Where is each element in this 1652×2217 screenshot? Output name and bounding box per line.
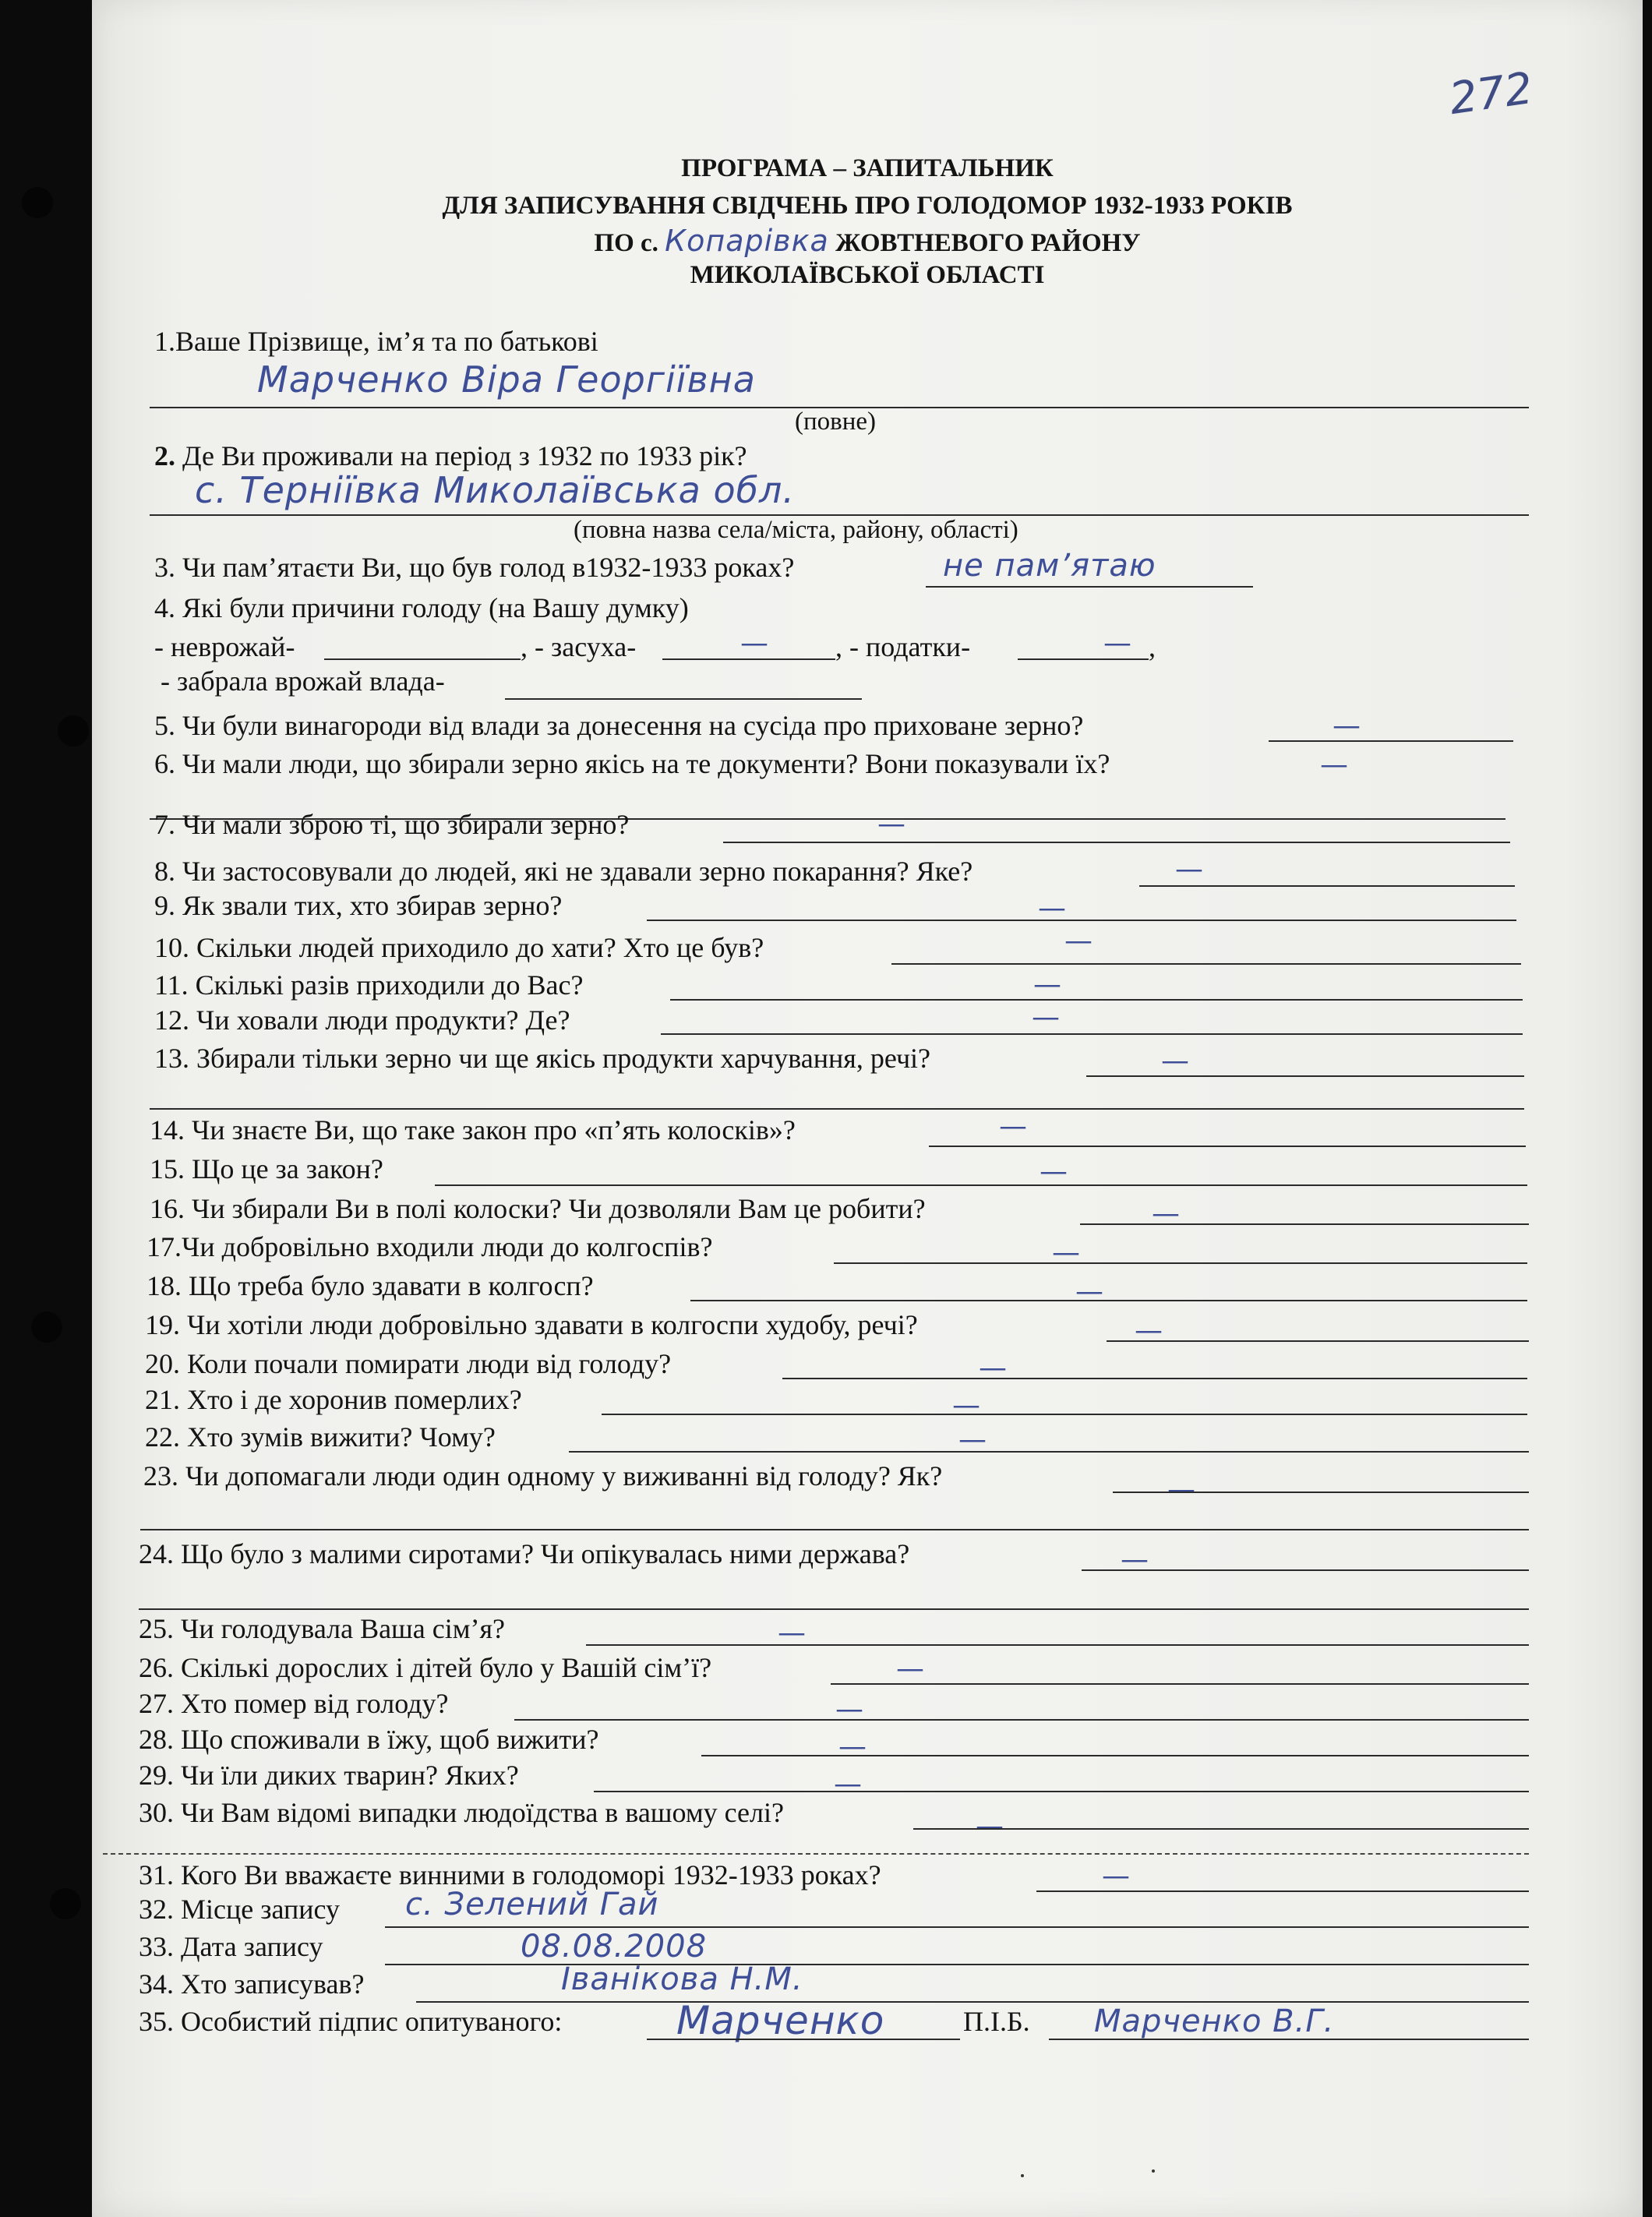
answer-dash: —: [1038, 892, 1066, 924]
cause-drought: , - засуха-: [521, 631, 637, 662]
answer-dash: —: [1033, 969, 1061, 1001]
paper-speck: [1152, 2169, 1155, 2173]
answer-dash: —: [896, 1653, 924, 1685]
answer-dash: —: [1032, 1001, 1060, 1033]
answer-line: [661, 1033, 1523, 1035]
answer-dash: —: [838, 1731, 867, 1763]
answer-line: [647, 2039, 960, 2040]
form-location-line: [92, 226, 1643, 256]
answer-line: [701, 1755, 1529, 1756]
question-35-label: 35. Особистий підпис опитуваного:: [139, 2006, 563, 2037]
page-number: 272: [1446, 62, 1536, 125]
question-33-answer: 08.08.2008: [521, 1929, 708, 1965]
answer-line: [929, 1146, 1526, 1147]
answer-line: [586, 1644, 1529, 1646]
answer-line: [385, 1926, 1529, 1928]
cause-government: - забрала врожай влада-: [161, 665, 445, 697]
answer-dash: —: [877, 808, 905, 840]
question-10-label: 10. Скільки людей приходило до хати? Хто це був?: [154, 932, 764, 963]
question-25-label: 25. Чи голодувала Ваша сім’я?: [139, 1613, 506, 1644]
question-24-label: 24. Що було з малими сиротами? Чи опікувалась ними держава?: [139, 1538, 910, 1569]
question-19-label: 19. Чи хотіли люди добровільно здавати в колгоспи худобу, речі?: [145, 1309, 918, 1340]
answer-line: [1139, 885, 1515, 887]
question-13-label: 13. Збирали тільки зерно чи ще якісь продукти харчування, речі?: [154, 1043, 931, 1074]
question-20-label: 20. Коли почали помирати люди від голоду?: [145, 1348, 672, 1379]
question-4-label: 4. Які були причини голоду (на Вашу думку): [154, 592, 689, 623]
question-8-label: 8. Чи застосовували до людей, які не здавали зерно покарання? Яке?: [154, 856, 973, 887]
district-name: ЖОВТНЕВОГО РАЙОНУ: [835, 229, 1141, 257]
form-title: ПРОГРАМА – ЗАПИТАЛЬНИК: [681, 154, 1054, 182]
question-5-label: 5. Чи були винагороди від влади за донесення на сусіда про приховане зерно?: [154, 710, 1084, 741]
answer-line: [435, 1184, 1527, 1186]
paper-speck: [1021, 2174, 1024, 2177]
oblast-name: МИКОЛАЇВСЬКОЇ ОБЛАСТІ: [690, 261, 1045, 289]
answer-line: [1269, 740, 1513, 742]
answer-line: [1036, 1890, 1529, 1892]
punch-hole: [31, 1311, 62, 1343]
question-9-label: 9. Як звали тих, хто збирав зерно?: [154, 890, 563, 921]
question-2-number: 2.: [154, 440, 175, 471]
question-1-caption: (повне): [795, 408, 877, 436]
question-11-label: 11. Скількі разів приходили до Вас?: [154, 969, 584, 1001]
question-3-answer: не пам’ятаю: [943, 548, 1156, 584]
question-32-label: 32. Місце запису: [139, 1894, 340, 1925]
answer-line: [139, 1608, 1529, 1610]
question-34-label: 34. Хто записував?: [139, 1968, 365, 2000]
answer-line: [594, 1791, 1529, 1792]
cause-taxes: , - податки-: [835, 631, 971, 662]
question-31-label: 31. Кого Ви вважаєте винними в голодоморі 1932-1933 роках?: [139, 1859, 881, 1890]
answer-line: [926, 586, 1253, 588]
answer-dash: —: [1075, 1276, 1103, 1308]
question-34-answer: Іванікова Н.М.: [561, 1961, 803, 1997]
answer-dash: —: [1167, 1474, 1195, 1506]
question-2-text: Де Ви проживали на період з 1932 по 1933 рік?: [182, 440, 747, 471]
answer-dash: —: [1052, 1237, 1080, 1269]
answer-dash: —: [740, 627, 768, 659]
question-12-label: 12. Чи ховали люди продукти? Де?: [154, 1004, 570, 1036]
question-6-label: 6. Чи мали люди, що збирали зерно якісь на те документи? Вони показували їх?: [154, 748, 1110, 779]
answer-line: [1086, 1075, 1524, 1077]
answer-line: [416, 2001, 1529, 2003]
answer-dash: —: [1102, 1860, 1130, 1892]
question-2-answer: с. Терніївка Миколаївська обл.: [195, 469, 795, 511]
answer-line: [150, 1108, 1524, 1110]
punch-hole: [22, 187, 53, 218]
pib-answer: Марченко В.Г.: [1094, 2003, 1335, 2039]
question-28-label: 28. Що споживали в їжу, щоб вижити?: [139, 1724, 599, 1755]
answer-line: [690, 1300, 1527, 1301]
answer-dash: —: [979, 1352, 1007, 1384]
question-27-label: 27. Хто помер від голоду?: [139, 1688, 449, 1719]
answer-line: [723, 842, 1510, 843]
answer-line: [831, 1683, 1529, 1685]
question-14-label: 14. Чи знаєте Ви, що таке закон про «п’ять колосків»?: [150, 1114, 796, 1146]
question-26-label: 26. Скількі дорослих і дітей було у Вашій сім’ї?: [139, 1652, 712, 1683]
question-16-label: 16. Чи збирали Ви в полі колоски? Чи дозволяли Вам це робити?: [150, 1193, 926, 1224]
answer-line: [569, 1451, 1529, 1453]
answer-dash: —: [976, 1810, 1004, 1842]
question-15-label: 15. Що це за закон?: [150, 1153, 383, 1184]
answer-line: [514, 1719, 1529, 1721]
answer-line: [913, 1828, 1529, 1830]
answer-dash: —: [1135, 1315, 1163, 1347]
answer-line: [1080, 1223, 1529, 1225]
answer-line: [1113, 1492, 1529, 1493]
answer-line: [891, 963, 1521, 965]
fold-line: [103, 1853, 1529, 1855]
cause-crop-failure: - неврожай-: [154, 631, 295, 662]
answer-dash: —: [1121, 1544, 1149, 1576]
answer-dash: —: [778, 1617, 806, 1649]
question-2-label: [154, 442, 747, 470]
punch-hole: [50, 1888, 81, 1919]
answer-dash: —: [999, 1110, 1027, 1142]
question-29-label: 29. Чи їли диких тварин? Яких?: [139, 1760, 519, 1791]
answer-line: [385, 1964, 1529, 1965]
question-21-label: 21. Хто і де хоронив померлих?: [145, 1384, 522, 1415]
punch-hole: [58, 715, 89, 747]
answer-line: [505, 698, 862, 700]
answer-dash: —: [1152, 1198, 1180, 1230]
answer-line: [140, 1529, 1529, 1530]
answer-dash: —: [1161, 1045, 1189, 1077]
answer-line: [1049, 2039, 1529, 2040]
answer-dash: —: [1064, 925, 1093, 957]
answer-line: [324, 658, 521, 660]
question-17-label: 17.Чи добровільно входили люди до колгоспів?: [146, 1231, 713, 1262]
question-18-label: 18. Що треба було здавати в колгосп?: [146, 1270, 594, 1301]
answer-line: [1107, 1340, 1529, 1342]
question-32-answer: с. Зелений Гай: [405, 1887, 659, 1922]
question-30-label: 30. Чи Вам відомі випадки людоїдства в вашому селі?: [139, 1797, 784, 1828]
answer-line: [834, 1262, 1527, 1264]
question-1-answer: Марченко Віра Георгіївна: [257, 358, 756, 401]
respondent-signature: Марченко: [676, 1998, 885, 2043]
question-1-label: 1.Ваше Прізвище, ім’я та по батькові: [154, 326, 598, 357]
question-3-label: 3. Чи пам’ятаєти Ви, що був голод в1932-1933 роках?: [154, 552, 795, 583]
question-2-caption: (повна назва села/міста, району, області): [574, 516, 1018, 544]
form-subtitle: ДЛЯ ЗАПИСУВАННЯ СВІДЧЕНЬ ПРО ГОЛОДОМОР 1932-1933 РОКІВ: [442, 192, 1293, 220]
comma: ,: [1149, 631, 1156, 662]
village-name: Копарівка: [665, 224, 829, 258]
answer-dash: —: [1333, 710, 1361, 742]
answer-line: [602, 1414, 1527, 1415]
question-23-label: 23. Чи допомагали люди один одному у виживанні від голоду? Як?: [143, 1460, 943, 1492]
village-prefix: ПО с.: [594, 229, 658, 257]
answer-dash: —: [1320, 749, 1348, 781]
question-7-label: 7. Чи мали зброю ті, що збирали зерно?: [154, 809, 630, 840]
answer-dash: —: [834, 1768, 862, 1800]
answer-dash: —: [952, 1389, 980, 1421]
question-33-label: 33. Дата запису: [139, 1931, 323, 1962]
answer-dash: —: [1175, 853, 1203, 885]
pib-label: П.І.Б.: [963, 2006, 1030, 2037]
answer-line: [782, 1378, 1527, 1379]
answer-dash: —: [1040, 1156, 1068, 1188]
answer-line: [647, 920, 1516, 921]
question-22-label: 22. Хто зумів вижити? Чому?: [145, 1421, 496, 1453]
answer-dash: —: [1103, 627, 1131, 659]
answer-dash: —: [835, 1693, 863, 1725]
answer-dash: —: [958, 1424, 987, 1456]
answer-line: [670, 999, 1523, 1001]
answer-line: [1082, 1569, 1529, 1571]
